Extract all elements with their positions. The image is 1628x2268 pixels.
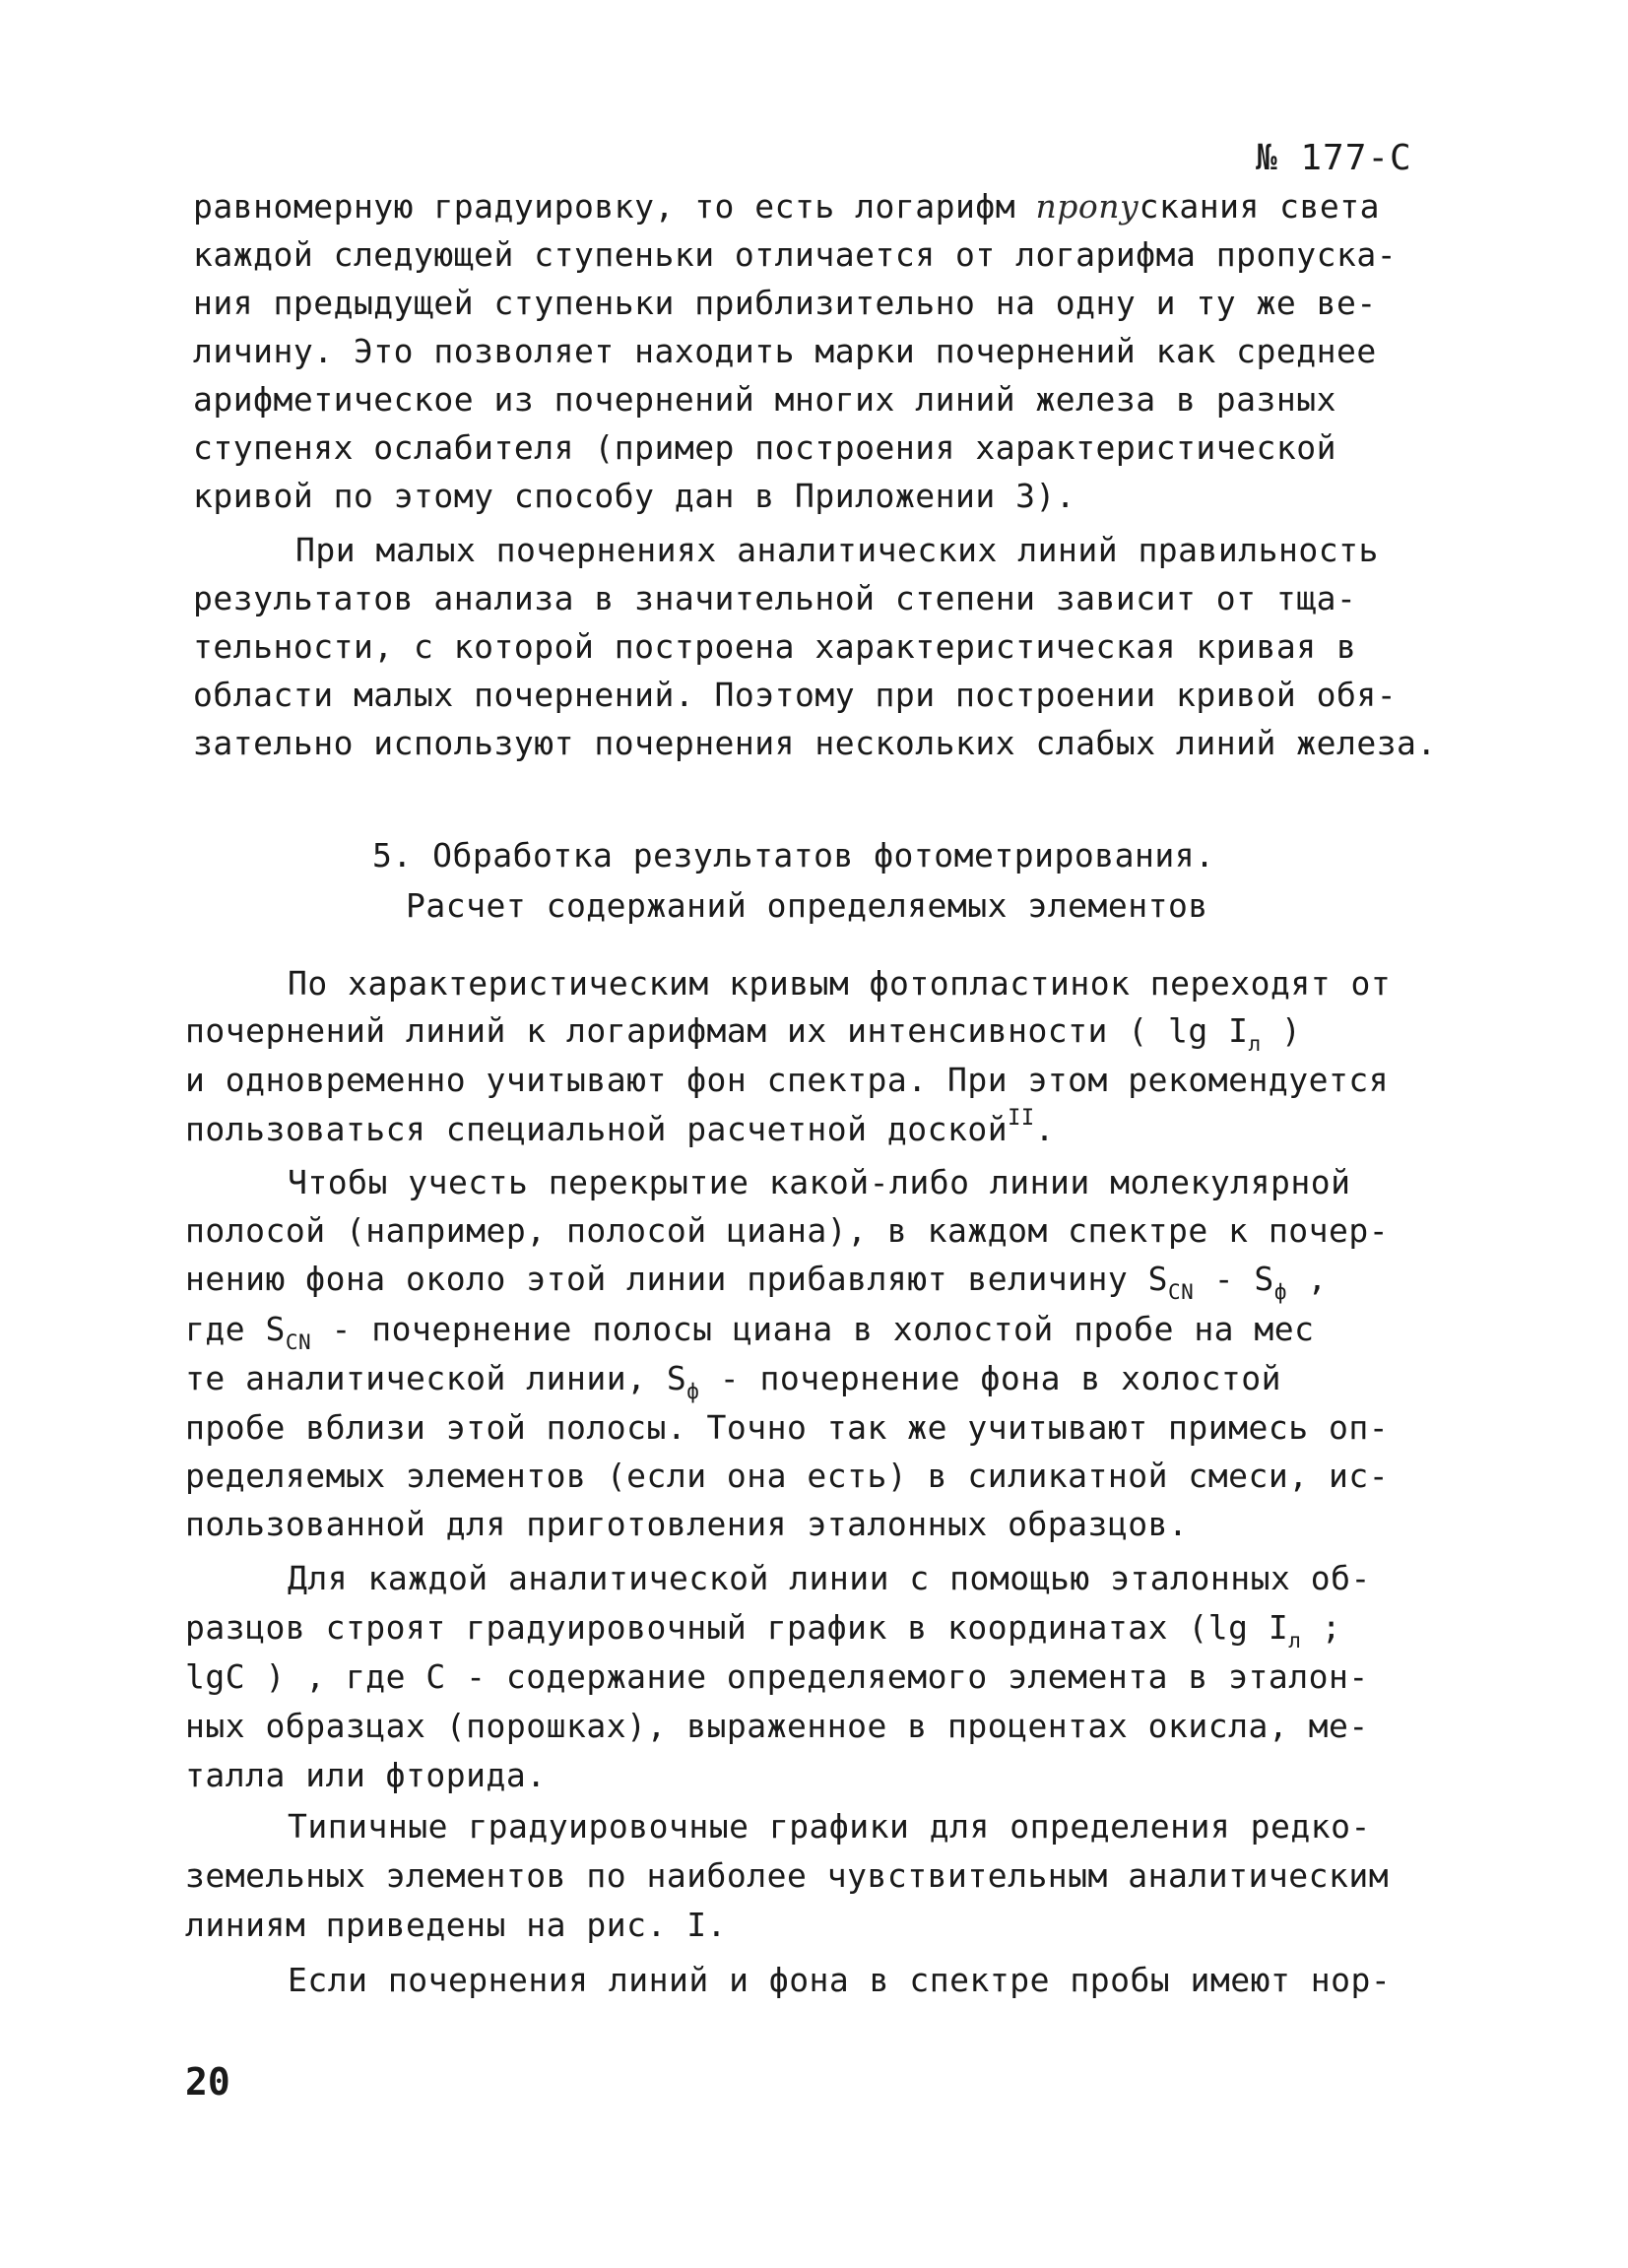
text-line: ступенях ослабителя (пример построения характеристической [193, 428, 1336, 467]
text-line: При малых почернениях аналитических линий правильность [295, 531, 1379, 569]
text-line: Для каждой аналитической линии с помощью эталонных об- [288, 1559, 1371, 1597]
text-line: личину. Это позволяет находить марки почернений как среднее [193, 332, 1377, 370]
text-line: пользованной для приготовления эталонных образцов. [185, 1505, 1189, 1543]
text-line: тельности, с которой построена характеристическая кривая в [193, 627, 1357, 666]
text-line: кривой по этому способу дан в Приложении 3). [193, 477, 1076, 515]
text-line: зательно используют почернения нескольких слабых линий железа. [193, 724, 1437, 762]
text-line: пробе вблизи этой полосы. Точно так же учитывают примесь оп- [185, 1408, 1390, 1447]
text-line: области малых почернений. Поэтому при построении кривой обя- [193, 676, 1398, 714]
text-line: талла или фторида. [185, 1756, 547, 1794]
text-line: ных образцах (порошках), выраженное в процентах окисла, ме- [185, 1707, 1369, 1745]
text-line: разцов строят градуировочный график в координатах (lg $I_л$ ; [185, 1608, 1342, 1652]
section-subheading: Расчет содержаний определяемых элементов [406, 886, 1208, 925]
page-number: 20 [185, 2060, 230, 2104]
text-line: Если почернения линий и фона в спектре пробы имеют нор- [288, 1961, 1392, 1999]
text-line: полосой (например, полосой циана), в каждом спектре к почер- [185, 1211, 1390, 1250]
text-line: линиям приведены на рис. I. [185, 1906, 727, 1944]
text-line: где $S_{CN}$ - почернение полосы циана в холостой пробе на мес [185, 1310, 1315, 1354]
text-line: почернений линий к логарифмам их интенсивности ( $\lg I_л$ ) [185, 1011, 1302, 1056]
text-line: те аналитической линии, $S_ф$ - почернение фона в холостой [185, 1359, 1282, 1403]
text-line: равномерную градуировку, то есть логарифм пропускания света [193, 187, 1381, 226]
document-code: № 177-С [1256, 138, 1412, 178]
text-line: Чтобы учесть перекрытие какой-либо линии молекулярной [288, 1163, 1351, 1201]
text-line: каждой следующей ступеньки отличается от логарифма пропуска- [193, 235, 1398, 274]
text-line: нению фона около этой линии прибавляют величину $S_{CN} - S_ф$ , [185, 1260, 1328, 1304]
text-line: По характеристическим кривым фотопластинок переходят от [288, 964, 1392, 1003]
section-heading: 5. Обработка результатов фотометрирования. [372, 836, 1215, 875]
text-line: арифметическое из почернений многих линий железа в разных [193, 380, 1336, 419]
text-line: и одновременно учитывают фон спектра. При этом рекомендуется [185, 1061, 1390, 1099]
text-line: lgC ) , где С - содержание определяемого элемента в эталон- [185, 1657, 1369, 1696]
text-line: ределяемых элементов (если она есть) в силикатной смеси, ис- [185, 1457, 1390, 1495]
text-line: ния предыдущей ступеньки приблизительно на одну и ту же ве- [193, 284, 1377, 322]
text-line: Типичные градуировочные графики для определения редко- [288, 1807, 1371, 1846]
text-line: пользоваться специальной расчетной доской$^{II}$. [185, 1106, 1055, 1148]
handwritten-insertion: пропу [1035, 187, 1140, 226]
text-line: земельных элементов по наиболее чувствительным аналитическим [185, 1856, 1390, 1895]
text-line: результатов анализа в значительной степени зависит от тща- [193, 579, 1357, 617]
